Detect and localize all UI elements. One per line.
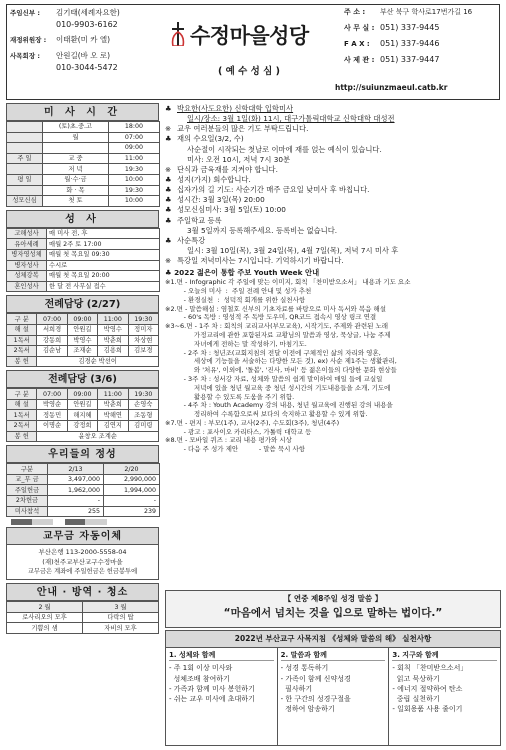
mass-cell: 성모신심 [7, 196, 43, 207]
guide-head: 2 월 [7, 602, 83, 613]
page-title: 수정마을성당 [190, 24, 309, 48]
duty-name: 김연지 [98, 421, 128, 432]
duty-head: 09:00 [67, 389, 97, 400]
guideline-item: - 한 구간의 성경구절을 [280, 695, 351, 704]
duty-name: 박영수 [98, 324, 128, 335]
offering-row [7, 506, 160, 517]
news-item [165, 124, 501, 134]
guide-head: 3 월 [83, 602, 159, 613]
news-text: 성지(가지) 회수합니다. [177, 174, 251, 184]
mass-cell [43, 143, 109, 154]
news-item [165, 185, 501, 195]
news-text: 사순특강 [177, 235, 206, 245]
offering-cell: 255 [48, 506, 104, 517]
parish-priest-phone: 010-9903-6162 [56, 20, 118, 29]
offering-cell: - [104, 496, 160, 507]
news-bullet: ♣ [165, 134, 172, 144]
guideline-item: 필사하기 [280, 684, 313, 693]
duty-name: 서희경 [37, 324, 67, 335]
mass-cell: 09:00 [109, 143, 160, 154]
parish-priest: 김기태(세례자요한) [56, 8, 120, 17]
news-list [165, 104, 501, 266]
duty-name: 안원길 [67, 324, 97, 335]
youth-line: - 2주 차 : 청년조(교회지침의 전달 이전에 구체적인 삶의 자리와 영혼, [165, 348, 381, 357]
youth-line: 활용할 수 있도록 도움을 주기 위함. [165, 392, 295, 401]
attendance-bars [6, 517, 159, 526]
duty-name: 박영수 [67, 335, 97, 346]
mass-cell: 교 중 [43, 153, 109, 164]
duty-name: 김용희 [98, 346, 128, 357]
mass-row [7, 122, 160, 133]
mass-cell: 19:30 [109, 164, 160, 175]
youth-line: - 4주 차 : Youth Academy 강의 내용, 청년 월교육에 진행된 강의 내용을 [165, 401, 393, 410]
news-bullet: ♣ [165, 174, 172, 184]
offering-cell: 미사참석 [7, 506, 48, 517]
news-text: 3월 5일까지 등록해주세요. 등록비는 없습니다. [187, 225, 338, 235]
verse-box [165, 590, 501, 628]
guide-cell: 기쁨의 샘 [7, 623, 83, 634]
mass-cell: 월 [43, 132, 109, 143]
youth-week [165, 268, 501, 454]
news-bullet: ※ [165, 124, 172, 134]
mass-cell: 19:30 [109, 185, 160, 196]
mass-cell [7, 185, 43, 196]
youth-line: ※7.면 - 편지 : 부모(1주), 교사(2주), 수도회(3주), 청년(4주) [165, 418, 340, 427]
mass-times-table [6, 121, 160, 207]
news-text: 박요한(사도요한) 신학대학 입학미사 [177, 104, 294, 113]
duty2-title: 전례담당 (3/6) [6, 370, 159, 388]
news-item [165, 134, 501, 144]
offering-cell: 3,497,000 [48, 474, 104, 485]
sacrament-time: 매월 첫 목요일 09:30 [47, 249, 160, 260]
duty-name: 박춘희 [98, 335, 128, 346]
mass-cell: 월·수·금 [43, 174, 109, 185]
offering-table [6, 463, 160, 517]
duty-head: 19:30 [128, 389, 158, 400]
attendance-bar-2 [65, 519, 107, 525]
news-item [165, 205, 501, 215]
duty-name: 이명순 [37, 421, 67, 432]
youth-line: - 3주 차 : 성서강 자료, 성체와 말씀의 쉽게 말이하여 매일 들에 교실일 [165, 374, 383, 383]
duty-name: 김보경 [128, 346, 158, 357]
duty1-title: 전례담당 (2/27) [6, 295, 159, 313]
duty-name: 조동형 [128, 410, 158, 421]
mass-cell: 10:00 [109, 174, 160, 185]
news-item [165, 145, 501, 155]
guide-row [7, 623, 159, 634]
guideline-item: - 회칙 「찬미받으소서」 [392, 664, 468, 673]
guideline-item: - 에너지 절약하여 탄소 [392, 684, 463, 693]
mass-row [7, 196, 160, 207]
duty-row [7, 399, 159, 410]
news-item [165, 236, 501, 246]
sacrament-row [7, 228, 160, 239]
transfer-note: 교무금은 계좌에 주일헌금은 헌금봉투에 [27, 568, 138, 576]
mass-cell: 11:00 [109, 153, 160, 164]
duty-name: 조재순 [67, 346, 97, 357]
youth-line: ※1.면 - Infographic 각 주일에 맞는 이미지, 회칙 「찬미받으소서」 내용과 기도 요소 [165, 278, 411, 287]
youth-line: 자녀에게 전하는 말 작성하기, 마침기도. [165, 339, 307, 348]
duty-name: 정동민 [37, 410, 67, 421]
mass-row [7, 164, 160, 175]
duty-name: 박영순 [37, 399, 67, 410]
duty2-table [6, 388, 159, 442]
verse-title: 【 연중 제8주일 성경 말씀 】 [283, 594, 383, 603]
duty-name: 안원길 [67, 399, 97, 410]
mass-cell [7, 143, 43, 154]
verse-text: “마음에서 넘치는 것을 입으로 말하는 법이다.” [223, 607, 443, 619]
youth-line: 정리하여 수록함으로써 보다의 숙지하고 활용할 수 있게 위함. [165, 410, 368, 419]
news-bullet: ♣ [165, 235, 172, 245]
office-phone: 051) 337-9445 [380, 23, 440, 32]
guide-cell: 자비의 모후 [83, 623, 159, 634]
duty-row [7, 356, 159, 367]
offering-cell: 1,962,000 [48, 485, 104, 496]
duty-head: 11:00 [98, 389, 128, 400]
news-item [165, 226, 501, 236]
staff-block: 주임신부 : 김기태(세례자요한) 010-9903-6162 재정위원장 : 이태환(미 카 엘) 사목회장 : 안원길(바 오 로) 010-3044-5472 [10, 7, 160, 73]
sacrament-name: 병자영성체 [7, 249, 47, 260]
guideline-item: 읽고 묵상하기 [392, 674, 440, 683]
duty-row [7, 421, 159, 432]
transfer-box [6, 545, 159, 580]
duty-role: 봉 헌 [7, 356, 37, 367]
guide-title: 안내 · 방역 · 청소 [6, 583, 159, 601]
duty-name: 김순남 [37, 346, 67, 357]
offering-cell: 1,994,000 [104, 485, 160, 496]
sacrament-time: 매 미사 전, 후 [47, 228, 160, 239]
youth-line: - 환경실천 : 성덕적 회개를 위한 실천사항 [165, 295, 306, 304]
news-text: 일시: 3월 10일(목), 3월 24일(목), 4월 7일(목), 저녁 7시 미사 후 [187, 245, 399, 255]
duty-name: 박춘희 [98, 399, 128, 410]
duty-name: 윤창오 조계순 [37, 431, 159, 442]
mass-cell: 저 녁 [43, 164, 109, 175]
news-item [165, 195, 501, 205]
guideline-column [166, 648, 278, 745]
duty-row [7, 431, 159, 442]
youth-line: - 60's 독방 : 영성적 주 독방 도우미, QR코드 접속시 영상 링크 연결 [165, 313, 377, 322]
fax-number: 051) 337-9446 [380, 39, 440, 48]
guide-head-row [7, 602, 159, 613]
sacrament-time: 수시로 [47, 260, 160, 271]
duty-head: 11:00 [98, 314, 128, 325]
news-item [165, 104, 501, 114]
mass-cell: 07:00 [109, 132, 160, 143]
mass-cell: 18:00 [109, 122, 160, 133]
news-text: 십자가의 길 기도: 사순기간 매주 금요일 낮미사 후 바칩니다. [177, 185, 370, 195]
sacrament-time: 매월 첫 목요일 20:00 [47, 271, 160, 282]
news-bullet: ※ [165, 256, 172, 266]
offering-cell: 2,990,000 [104, 474, 160, 485]
guide-cell: 다락의 탑 [83, 612, 159, 623]
offering-cell: 주일헌금 [7, 485, 48, 496]
duty-head-row [7, 389, 159, 400]
duty-head: 09:00 [67, 314, 97, 325]
mass-cell [7, 132, 43, 143]
offering-head: 2/20 [104, 464, 160, 475]
news-bullet: ♣ [165, 215, 172, 225]
sacraments-table [6, 228, 160, 293]
guideline-column [278, 648, 390, 745]
attendance-bar-1 [11, 519, 53, 525]
mass-row [7, 174, 160, 185]
mass-cell: (토)초.중.고 [43, 122, 109, 133]
sacrament-name: 병자성사 [7, 260, 47, 271]
guideline-item: - 가족이 함께 신약성경 [280, 674, 351, 683]
sacrament-name: 고해성사 [7, 228, 47, 239]
offering-row [7, 485, 160, 496]
news-bullet: ♣ [165, 104, 172, 113]
sacraments-title: 성 사 [6, 210, 159, 228]
news-bullet: ♣ [165, 195, 172, 205]
duty-head: 07:00 [37, 389, 67, 400]
news-item [165, 155, 501, 165]
sacrament-time: 매월 2주 토 17:00 [47, 239, 160, 250]
guide-cell: 로사리오의 모후 [7, 612, 83, 623]
duty-name: 1독서 [7, 410, 37, 421]
duty-head: 07:00 [37, 314, 67, 325]
page-subtitle: ( 예 수 성 심 ) [218, 66, 280, 77]
duty-name: 강정희 [67, 421, 97, 432]
guideline-item: - 쉬는 교우 미사에 초대하기 [169, 695, 255, 704]
news-text: 단식과 금육재를 지켜야 합니다. [177, 164, 278, 174]
duty-row [7, 410, 159, 421]
mass-times-title: 미 사 시 간 [6, 103, 159, 121]
news-text: 특강일 저녁미사는 7시입니다. 기억하시기 바랍니다. [177, 256, 344, 266]
sacrament-row [7, 271, 160, 282]
offering-head: 2/13 [48, 464, 104, 475]
mass-row [7, 185, 160, 196]
mass-row [7, 132, 160, 143]
news-text: 교우 여러분들의 많은 기도 부탁드립니다. [177, 124, 309, 134]
youth-line: 가정교리에 관한 포함된자료 교황님의 말씀과 영상, 묵상글, 나눔 주제 [165, 330, 391, 339]
news-item [165, 114, 501, 124]
sacrament-name: 유아세례 [7, 239, 47, 250]
finance-chair: 이태환(미 카 엘) [56, 35, 111, 44]
youth-line: ※8.면 - 모바일 퀴즈 : 교리 내용 평가와 시상 [165, 436, 292, 445]
guideline-item: - 성경 통독하기 [280, 664, 329, 673]
guideline-box [165, 630, 501, 746]
duty-name: 1독서 [7, 335, 37, 346]
news-text: 미사: 오전 10시, 저녁 7시 30분 [187, 154, 291, 164]
news-item [165, 246, 501, 256]
youth-line: ※2.면 - 말씀해설 : 염철호 신부의 기초자료를 바탕으로 미사 독서와 복음 해설 [165, 304, 387, 313]
news-text: 성시간: 3월 3일(목) 20:00 [177, 195, 265, 205]
left-column [6, 103, 159, 634]
sacrament-row [7, 239, 160, 250]
youth-line: 세상에 기능들을 서술하는 다양한 모든 것), ex) 사순 제1주는 생활관리, [165, 357, 397, 366]
youth-line: - 광고 : 포사이오 카리타스, 가톨릭 대학교 등 [165, 427, 312, 436]
offering-head-row [7, 464, 160, 475]
news-text: 주일학교 등록 [177, 215, 222, 225]
news-text: 성모신심미사: 3월 5일(토) 10:00 [177, 205, 286, 215]
guideline-item: - 일회용품 사용 줄이기 [392, 705, 463, 714]
guideline-item: - 주 1회 이상 미사와 [169, 664, 233, 673]
news-text: 재의 수요일(3/2, 수) [177, 134, 244, 144]
offering-cell: 교_무 금 [7, 474, 48, 485]
mass-row [7, 153, 160, 164]
duty-name: 차상현 [128, 335, 158, 346]
duty-name: 김경순 박선이 [37, 356, 159, 367]
contact-block: 주 소 : 부산 북구 학사로17번가길 16 사 무 실 : 051) 337-9445 F A X : 051) 337-9446 사 제 관 : 051) 337-9447 [344, 8, 473, 64]
duty-row [7, 324, 159, 335]
guideline-col-head: 3. 지구와 함께 [392, 650, 497, 661]
mass-cell [7, 164, 43, 175]
news-bullet: ♣ [165, 205, 172, 215]
church-logo-icon [171, 22, 185, 46]
duty-name: 박해연 [98, 410, 128, 421]
youth-line: 와 '처유', 이외에, '돌봄', '진사, 마비' 등 젊은이들의 다양한 문화 현상들 [165, 366, 397, 375]
offering-cell: 2차헌금 [7, 496, 48, 507]
news-item [165, 165, 501, 175]
parish-president: 안원길(바 오 로) [56, 51, 111, 60]
offering-title: 우리들의 정성 [6, 445, 159, 463]
duty-name: 해 설 [7, 399, 37, 410]
president-phone: 010-3044-5472 [56, 63, 118, 72]
offering-row [7, 496, 160, 507]
duty-role: 봉 헌 [7, 431, 37, 442]
youth-line: - 다음 주 성가 제안 - 말씀 묵시 사항 [165, 445, 306, 454]
guideline-item: 성체조배 참여하기 [169, 674, 230, 683]
news-item [165, 216, 501, 226]
website-link[interactable]: http://suiunzmaeul.catb.kr [335, 83, 448, 92]
offering-cell: - [48, 496, 104, 507]
youth-line: - 오늘의 미사 : 주일 전례 안내 및 성가 추천 [165, 286, 312, 295]
duty-name: 손영숙 [128, 399, 158, 410]
guideline-item: - 가족과 함께 미사 봉헌하기 [169, 684, 255, 693]
guideline-item: 정하여 암송하기 [280, 705, 335, 714]
duty-name: 2독서 [7, 346, 37, 357]
guideline-item: 중립 실천하기 [392, 695, 440, 704]
news-bullet: ※ [165, 164, 172, 174]
news-item [165, 256, 501, 266]
account-holder: (재)천주교부산교구수정마을 [42, 558, 123, 567]
offering-cell: 239 [104, 506, 160, 517]
duty-name: 해지혜 [67, 410, 97, 421]
sacrament-row [7, 249, 160, 260]
duty-name: 2독서 [7, 421, 37, 432]
guideline-column [389, 648, 500, 745]
duty-head: 19:30 [128, 314, 158, 325]
duty1-table [6, 313, 159, 367]
mass-cell: 주 일 [7, 153, 43, 164]
news-item [165, 175, 501, 185]
offering-row [7, 474, 160, 485]
youth-week-title: ♣ 2022 젊은이 통합 주보 Youth Week 안내 [165, 268, 320, 277]
mass-cell [7, 122, 43, 133]
sacrament-time: 한 달 전 사무실 접수 [47, 281, 160, 292]
duty-head: 구 분 [7, 314, 37, 325]
mass-cell: 평 일 [7, 174, 43, 185]
offering-head: 구분 [7, 464, 48, 475]
mass-cell: 첫 토 [43, 196, 109, 207]
news-text: 일시/장소: 3월 1일(화) 11시, 대구가톨릭대학교 신학대학 대성전 [187, 114, 395, 124]
duty-name: 정미자 [128, 324, 158, 335]
rectory-phone: 051) 337-9447 [380, 55, 440, 64]
guide-table [6, 601, 159, 634]
duty-name: 해 설 [7, 324, 37, 335]
duty-name: 강동희 [37, 335, 67, 346]
duty-name: 김미령 [128, 421, 158, 432]
sacrament-name: 성체강복 [7, 271, 47, 282]
mass-row [7, 143, 160, 154]
guideline-col-head: 1. 성체와 함께 [169, 650, 274, 661]
sacrament-name: 혼인성사 [7, 281, 47, 292]
youth-line: 저녁에 있을 청년 월교육 중 청년 성시간의 기도내용들을 소개, 기도에 [165, 383, 391, 392]
guideline-title: 2022년 부산교구 사목지침 《성체와 말씀의 해》 실천사항 [166, 631, 500, 648]
transfer-title: 교무금 자동이체 [6, 527, 159, 545]
duty-row [7, 335, 159, 346]
news-text: 사순절이 시작되는 첫날로 이마에 재를 얹는 예식이 있습니다. [187, 144, 382, 154]
youth-line: ※3~6.면 - 1주 차 : 회칙의 교리교사(부모교육), 시작기도, 주제와 관련된 노래 [165, 322, 389, 331]
address: 부산 북구 학사로17번가길 16 [380, 8, 473, 16]
sacrament-row [7, 260, 160, 271]
mass-cell: 10:00 [109, 196, 160, 207]
duty-row [7, 346, 159, 357]
duty-head: 구 분 [7, 389, 37, 400]
guideline-col-head: 2. 말씀과 함께 [281, 650, 386, 661]
news-bullet: ♣ [165, 185, 172, 195]
duty-head-row [7, 314, 159, 325]
sacrament-row [7, 281, 160, 292]
bank-account: 부산은행 113-2000-5558-04 [38, 548, 127, 557]
mass-cell: 화 · 목 [43, 185, 109, 196]
guide-row [7, 612, 159, 623]
